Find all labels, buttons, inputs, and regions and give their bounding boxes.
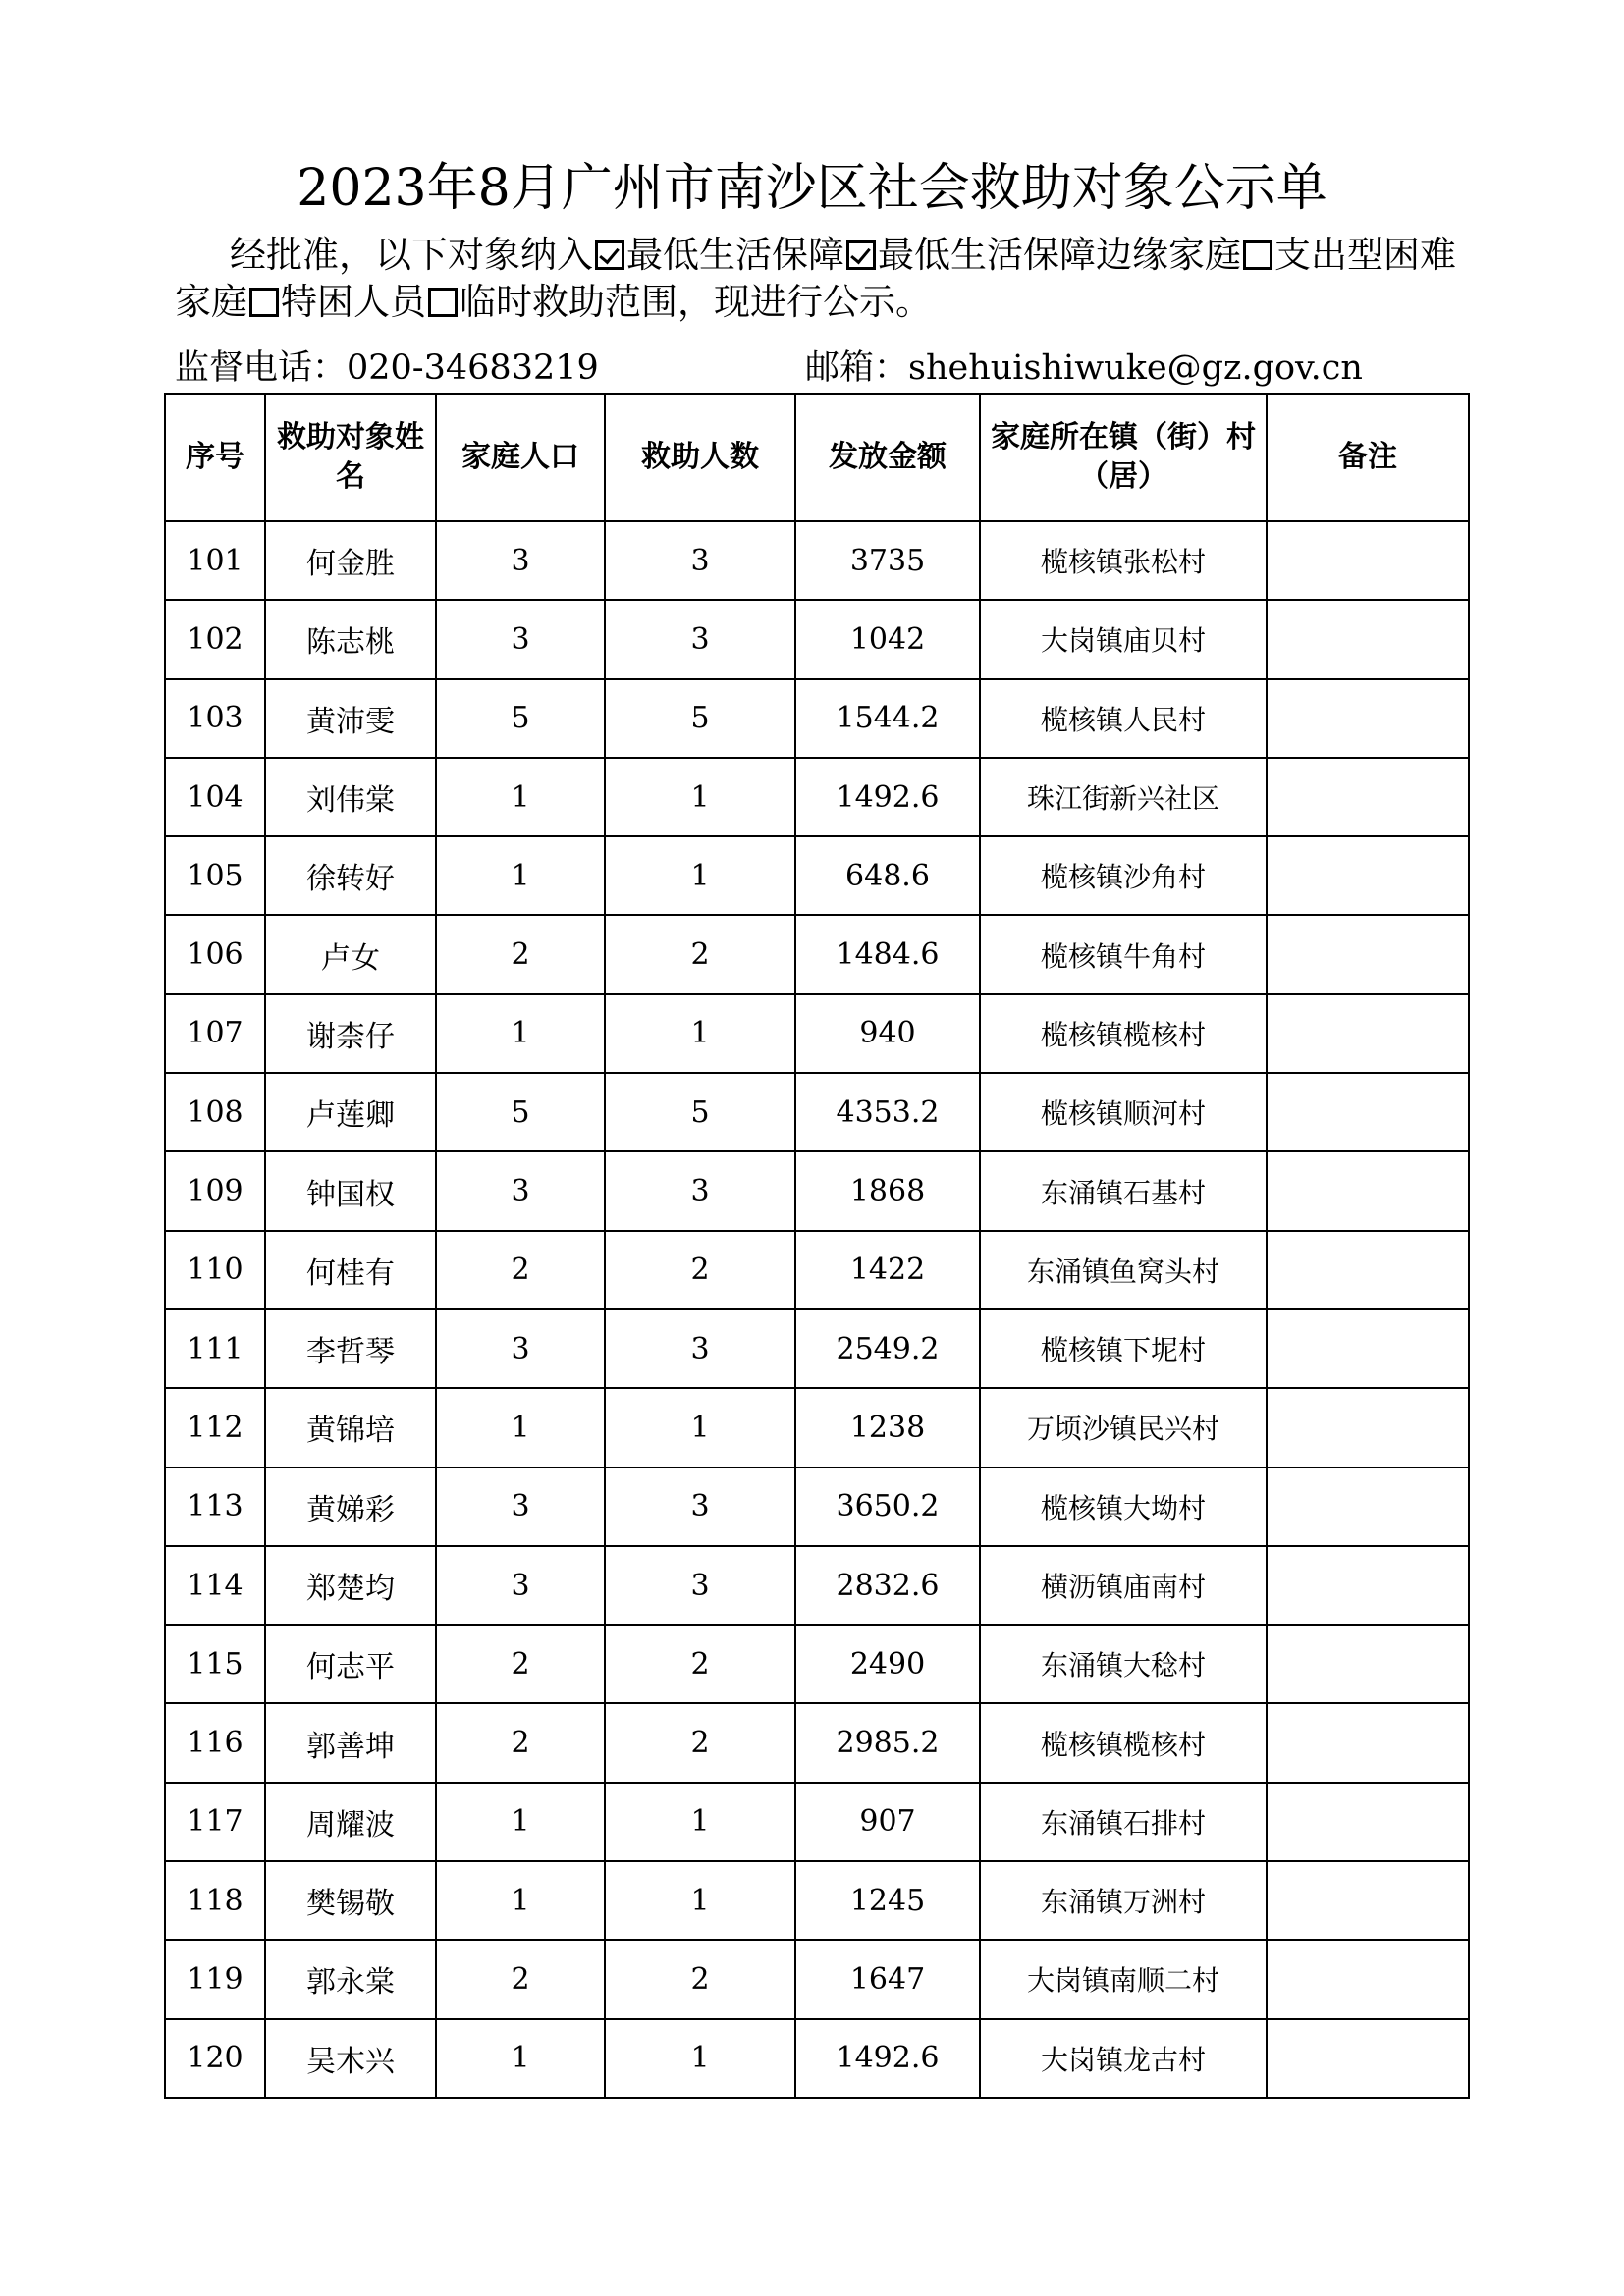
cell-remark [1267,1468,1469,1546]
cell-location: 东涌镇石排村 [980,1783,1267,1861]
cell-index: 105 [165,836,265,915]
cell-name: 黄沛雯 [265,679,436,758]
cell-family-size: 1 [436,994,605,1073]
cell-index: 107 [165,994,265,1073]
table-row [165,1940,1469,2018]
cell-location: 榄核镇顺河村 [980,1073,1267,1151]
cell-remark [1267,915,1469,993]
cell-remark [1267,836,1469,915]
cell-family-size: 3 [436,1546,605,1625]
cell-index: 108 [165,1073,265,1151]
cell-family-size: 3 [436,600,605,678]
cell-amount: 1492.6 [795,2019,980,2098]
cell-amount: 1868 [795,1151,980,1230]
cell-amount: 940 [795,994,980,1073]
cell-index: 106 [165,915,265,993]
option-label: 临时救助 [460,281,605,323]
table-row [165,1388,1469,1467]
cell-amount: 3735 [795,521,980,600]
cell-name: 刘伟棠 [265,758,436,836]
cell-name: 黄锦培 [265,1388,436,1467]
table-row [165,1861,1469,1940]
cell-remark [1267,758,1469,836]
cell-family-size: 1 [436,758,605,836]
cell-amount: 1484.6 [795,915,980,993]
table-row [165,1231,1469,1309]
cell-name: 樊锡敬 [265,1861,436,1940]
cell-amount: 1492.6 [795,758,980,836]
checkbox-checked-icon [595,240,624,270]
cell-index: 109 [165,1151,265,1230]
cell-location: 横沥镇庙南村 [980,1546,1267,1625]
header-index: 序号 [165,394,265,521]
cell-family-size: 1 [436,1388,605,1467]
cell-amount: 2490 [795,1625,980,1703]
cell-name: 钟国权 [265,1151,436,1230]
cell-amount: 1238 [795,1388,980,1467]
cell-location: 榄核镇下坭村 [980,1309,1267,1388]
option-label: 特困人员 [281,281,426,323]
table-row [165,1151,1469,1230]
cell-name: 黄娣彩 [265,1468,436,1546]
cell-aid-count: 2 [605,1625,795,1703]
cell-location: 珠江街新兴社区 [980,758,1267,836]
cell-remark [1267,1073,1469,1151]
contact-email: 邮箱：shehuishiwuke@gz.gov.cn [805,348,1363,388]
cell-location: 东涌镇万洲村 [980,1861,1267,1940]
checkbox-empty-icon [428,288,458,317]
table-row [165,1625,1469,1703]
cell-remark [1267,679,1469,758]
cell-amount: 2985.2 [795,1703,980,1782]
table-row [165,2019,1469,2098]
cell-amount: 1544.2 [795,679,980,758]
cell-aid-count: 5 [605,1073,795,1151]
cell-family-size: 1 [436,2019,605,2098]
cell-index: 118 [165,1861,265,1940]
cell-index: 115 [165,1625,265,1703]
cell-aid-count: 5 [605,679,795,758]
cell-aid-count: 2 [605,915,795,993]
cell-remark [1267,1625,1469,1703]
cell-index: 101 [165,521,265,600]
cell-name: 卢莲卿 [265,1073,436,1151]
cell-name: 何桂有 [265,1231,436,1309]
cell-name: 郭永棠 [265,1940,436,2018]
cell-aid-count: 2 [605,1703,795,1782]
cell-index: 116 [165,1703,265,1782]
table-body [165,521,1469,2098]
cell-remark [1267,994,1469,1073]
cell-index: 119 [165,1940,265,2018]
recipients-table [164,393,1470,2099]
supervision-phone: 监督电话：020-34683219 [175,348,599,388]
cell-aid-count: 3 [605,521,795,600]
cell-family-size: 3 [436,1309,605,1388]
cell-family-size: 3 [436,521,605,600]
cell-location: 榄核镇大坳村 [980,1468,1267,1546]
table-row [165,836,1469,915]
table-header-row [165,394,1469,521]
checkbox-empty-icon [1243,240,1272,270]
cell-remark [1267,1151,1469,1230]
cell-amount: 2832.6 [795,1546,980,1625]
cell-name: 何金胜 [265,521,436,600]
cell-location: 大岗镇南顺二村 [980,1940,1267,2018]
cell-family-size: 2 [436,1231,605,1309]
table-row [165,915,1469,993]
cell-family-size: 3 [436,1151,605,1230]
cell-remark [1267,1940,1469,2018]
table-row [165,1703,1469,1782]
cell-family-size: 5 [436,1073,605,1151]
cell-index: 111 [165,1309,265,1388]
cell-index: 110 [165,1231,265,1309]
cell-location: 榄核镇牛角村 [980,915,1267,993]
cell-amount: 1647 [795,1940,980,2018]
cell-remark [1267,1309,1469,1388]
cell-aid-count: 1 [605,994,795,1073]
cell-amount: 1422 [795,1231,980,1309]
cell-amount: 1042 [795,600,980,678]
cell-family-size: 2 [436,1940,605,2018]
cell-aid-count: 3 [605,1151,795,1230]
cell-family-size: 2 [436,1703,605,1782]
cell-name: 郭善坤 [265,1703,436,1782]
page-title: 2023年8月广州市南沙区社会救助对象公示单 [297,159,1327,218]
cell-amount: 2549.2 [795,1309,980,1388]
cell-remark [1267,1703,1469,1782]
cell-aid-count: 3 [605,1309,795,1388]
table-row [165,994,1469,1073]
cell-aid-count: 2 [605,1940,795,2018]
cell-index: 102 [165,600,265,678]
intro-lead: 经批准，以下对象纳入 [230,234,593,276]
cell-location: 榄核镇沙角村 [980,836,1267,915]
cell-aid-count: 3 [605,600,795,678]
table-row [165,679,1469,758]
cell-aid-count: 1 [605,758,795,836]
cell-aid-count: 3 [605,1546,795,1625]
cell-location: 东涌镇大稔村 [980,1625,1267,1703]
checkbox-checked-icon [846,240,876,270]
cell-location: 大岗镇庙贝村 [980,600,1267,678]
header-family-size: 家庭人口 [436,394,605,521]
header-aid-count: 救助人数 [605,394,795,521]
cell-family-size: 2 [436,1625,605,1703]
cell-family-size: 1 [436,836,605,915]
cell-amount: 1245 [795,1861,980,1940]
cell-name: 徐转好 [265,836,436,915]
cell-index: 114 [165,1546,265,1625]
cell-remark [1267,1783,1469,1861]
cell-location: 万顷沙镇民兴村 [980,1388,1267,1467]
cell-location: 榄核镇人民村 [980,679,1267,758]
table-row [165,521,1469,600]
cell-name: 谢柰仔 [265,994,436,1073]
cell-index: 104 [165,758,265,836]
cell-location: 榄核镇榄核村 [980,994,1267,1073]
cell-remark [1267,600,1469,678]
cell-remark [1267,1546,1469,1625]
cell-name: 何志平 [265,1625,436,1703]
cell-aid-count: 2 [605,1231,795,1309]
cell-remark [1267,1231,1469,1309]
table-row [165,1546,1469,1625]
cell-index: 103 [165,679,265,758]
cell-family-size: 5 [436,679,605,758]
cell-family-size: 1 [436,1783,605,1861]
intro-tail: 范围，现进行公示。 [605,281,932,323]
checkbox-empty-icon [249,288,279,317]
table-row [165,1309,1469,1388]
cell-location: 榄核镇张松村 [980,521,1267,600]
cell-name: 周耀波 [265,1783,436,1861]
cell-family-size: 3 [436,1468,605,1546]
table-row [165,1783,1469,1861]
option-label: 支出型困难家庭 [175,234,1456,323]
cell-name: 吴木兴 [265,2019,436,2098]
table-row [165,758,1469,836]
table-row [165,1073,1469,1151]
cell-family-size: 2 [436,915,605,993]
cell-remark [1267,521,1469,600]
table-row [165,600,1469,678]
cell-name: 卢女 [265,915,436,993]
header-name: 救助对象姓名 [265,394,436,521]
cell-remark [1267,1861,1469,1940]
cell-index: 112 [165,1388,265,1467]
option-label: 最低生活保障边缘家庭 [878,234,1241,276]
cell-name: 郑楚均 [265,1546,436,1625]
cell-index: 117 [165,1783,265,1861]
cell-aid-count: 1 [605,1783,795,1861]
cell-aid-count: 1 [605,836,795,915]
cell-aid-count: 1 [605,1861,795,1940]
cell-remark [1267,1388,1469,1467]
cell-location: 东涌镇石基村 [980,1151,1267,1230]
cell-aid-count: 1 [605,1388,795,1467]
cell-aid-count: 1 [605,2019,795,2098]
cell-location: 东涌镇鱼窝头村 [980,1231,1267,1309]
header-remark: 备注 [1267,394,1469,521]
header-location: 家庭所在镇（街）村（居） [980,394,1267,521]
cell-location: 大岗镇龙古村 [980,2019,1267,2098]
header-amount: 发放金额 [795,394,980,521]
cell-family-size: 1 [436,1861,605,1940]
cell-remark [1267,2019,1469,2098]
cell-location: 榄核镇榄核村 [980,1703,1267,1782]
cell-index: 113 [165,1468,265,1546]
cell-name: 李哲琴 [265,1309,436,1388]
cell-aid-count: 3 [605,1468,795,1546]
cell-amount: 3650.2 [795,1468,980,1546]
cell-amount: 4353.2 [795,1073,980,1151]
table-row [165,1468,1469,1546]
cell-index: 120 [165,2019,265,2098]
cell-name: 陈志桃 [265,600,436,678]
cell-amount: 648.6 [795,836,980,915]
intro-paragraph [175,232,1471,326]
cell-amount: 907 [795,1783,980,1861]
option-label: 最低生活保障 [626,234,844,276]
